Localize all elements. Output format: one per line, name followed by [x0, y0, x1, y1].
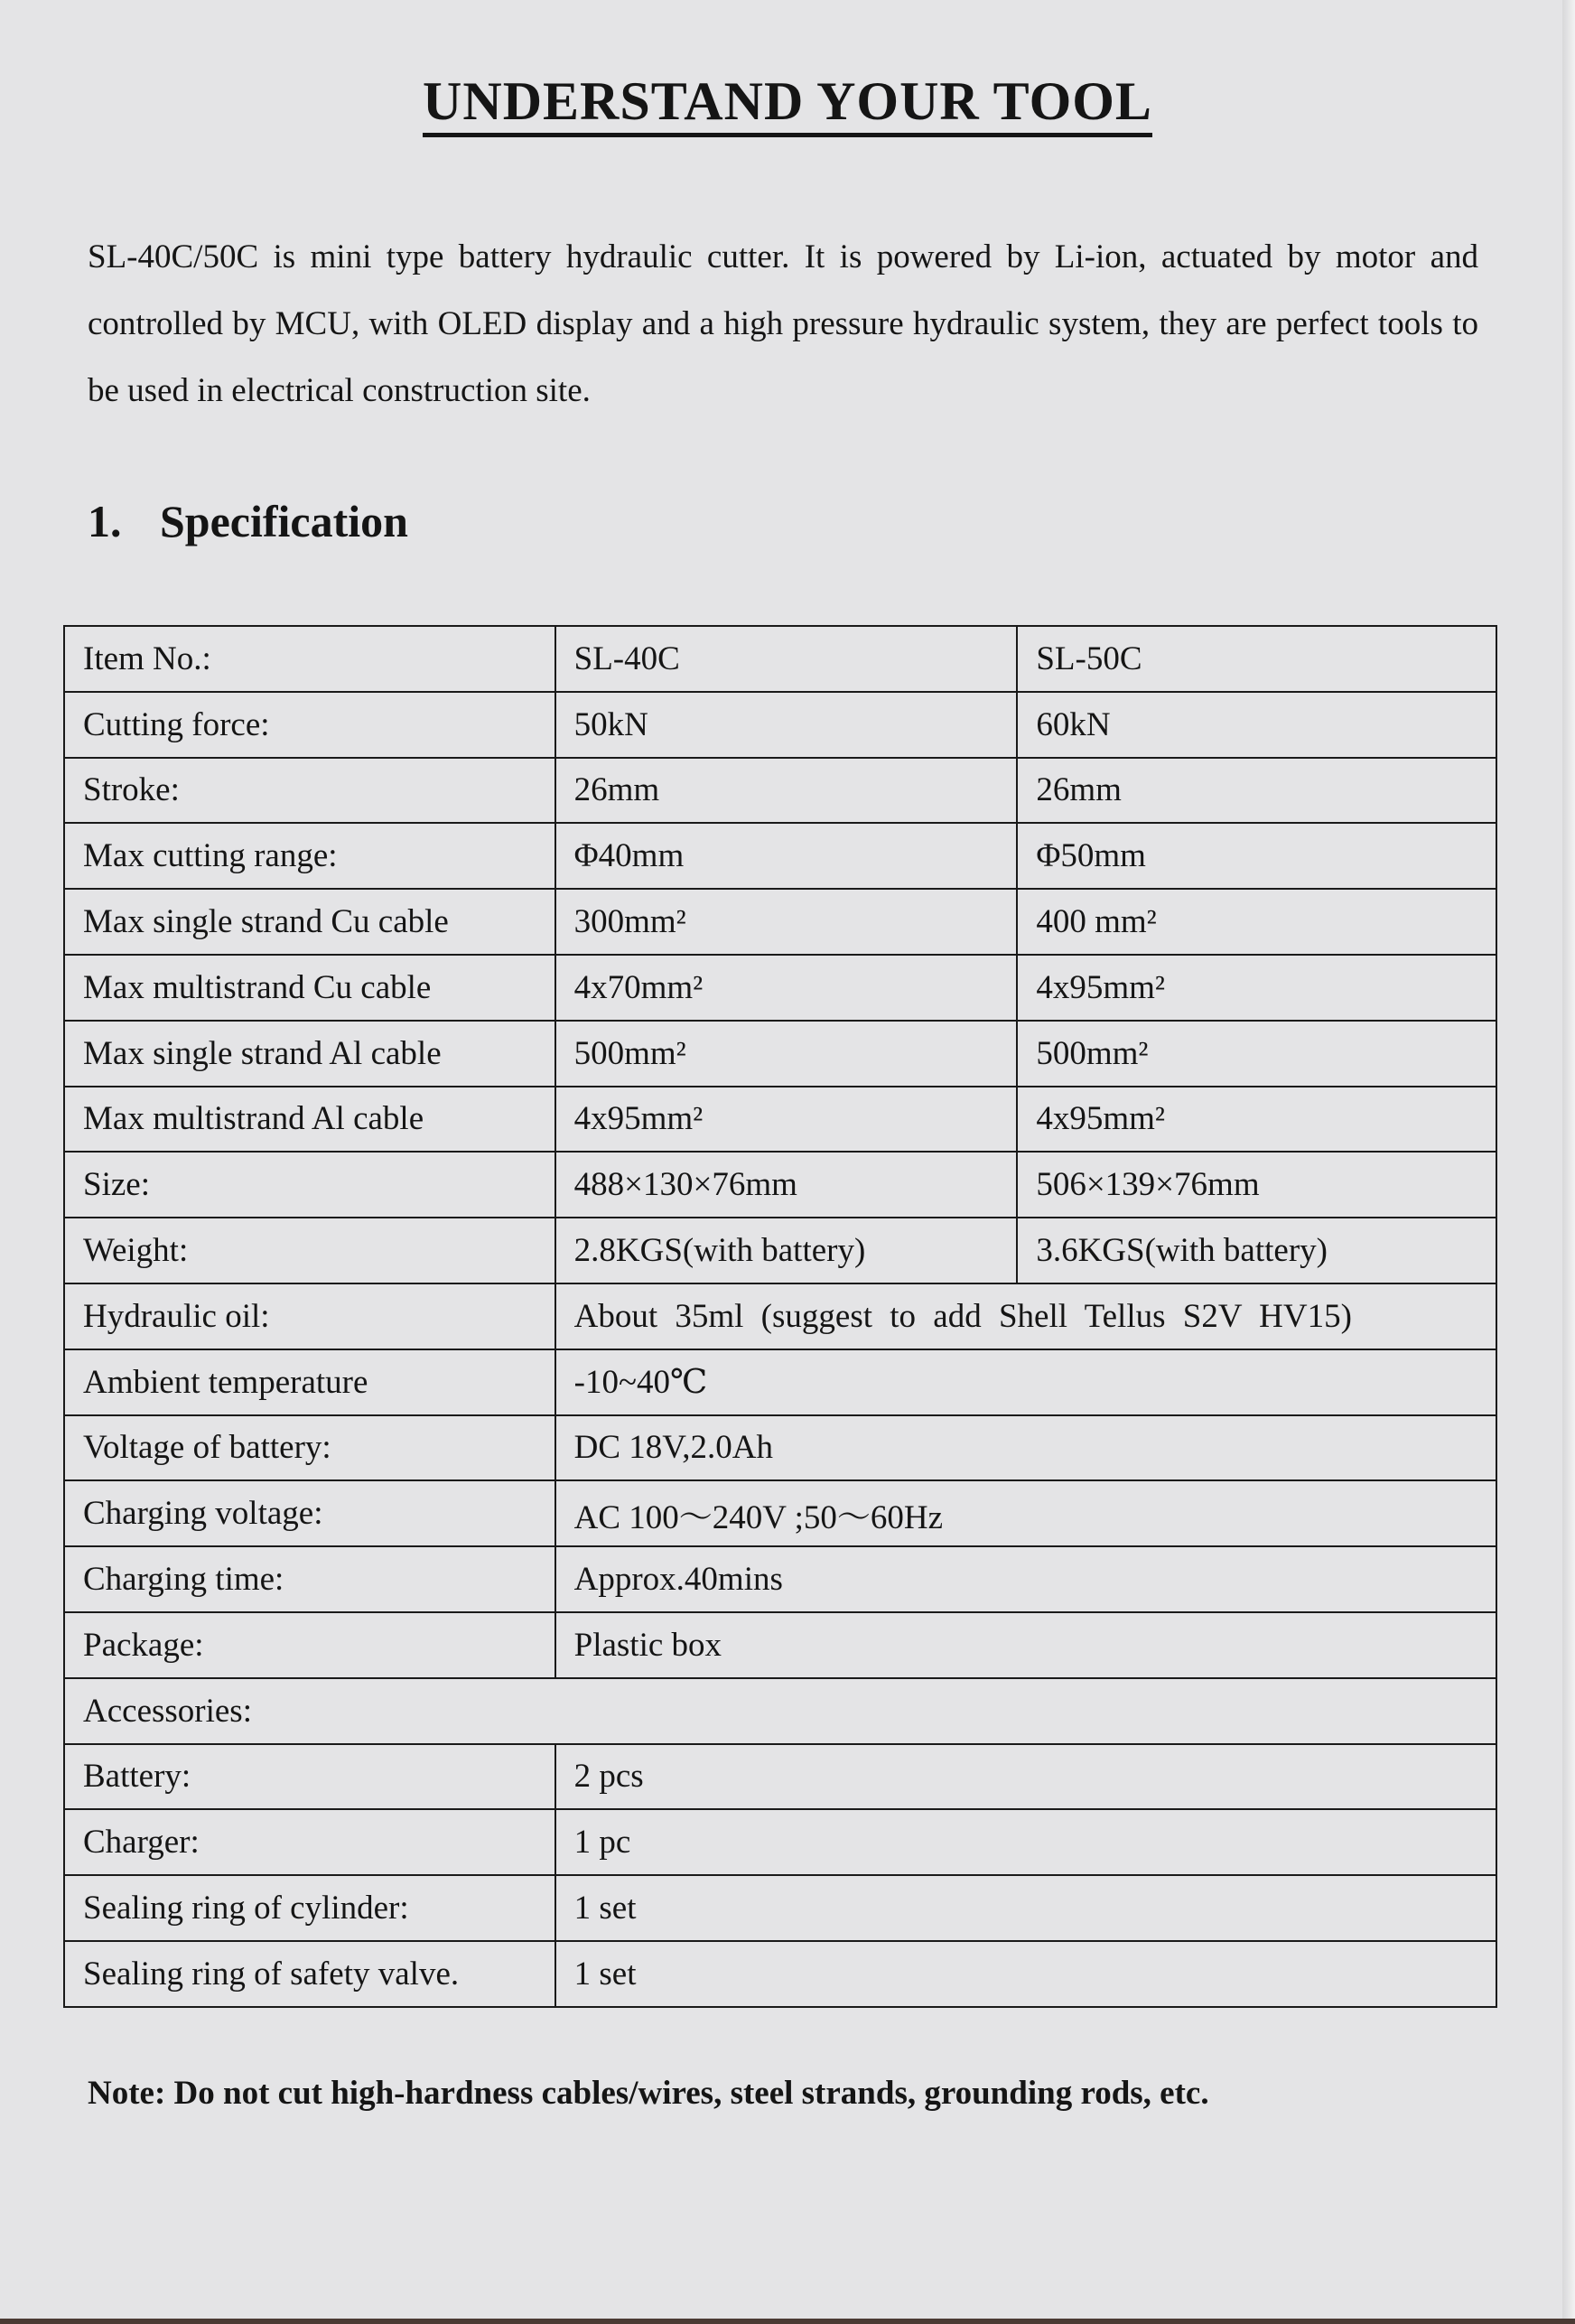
table-row	[64, 1546, 1496, 1612]
accessory-label: Sealing ring of cylinder:	[64, 1875, 555, 1941]
page-title-text: UNDERSTAND YOUR TOOL	[423, 71, 1152, 137]
spec-value-a: 4x70mm²	[555, 955, 1018, 1021]
specification-table	[63, 625, 1497, 2008]
spec-label: Cutting force:	[64, 692, 555, 758]
table-row	[64, 1152, 1496, 1218]
spec-label: Weight:	[64, 1218, 555, 1283]
accessory-value: 1 set	[555, 1941, 1496, 2007]
page-bottom-edge	[0, 2319, 1575, 2324]
spec-shared-value: DC 18V,2.0Ah	[555, 1415, 1496, 1481]
spec-label: Stroke:	[64, 758, 555, 824]
model-b-header: SL-50C	[1017, 626, 1496, 692]
table-row	[64, 1809, 1496, 1875]
table-row	[64, 1415, 1496, 1481]
spec-value-a: 2.8KGS(with battery)	[555, 1218, 1018, 1283]
spec-value-b: 506×139×76mm	[1017, 1152, 1496, 1218]
spec-value-a: Φ40mm	[555, 823, 1018, 889]
accessory-value: 1 pc	[555, 1809, 1496, 1875]
section-heading	[88, 495, 408, 547]
spec-value-a: 26mm	[555, 758, 1018, 824]
spec-value-a: 4x95mm²	[555, 1087, 1018, 1153]
section-title: Specification	[160, 496, 408, 546]
table-row	[64, 1744, 1496, 1810]
spec-value-b: 400 mm²	[1017, 889, 1496, 955]
intro-paragraph: SL-40C/50C is mini type battery hydraulic cutter. It is powered by Li-ion, actuated by motor and controlled by MCU, with OLED display and a high pressure hydraulic system, they are perfect tools to be used in electrical construction site.	[88, 238, 1478, 409]
section-number: 1.	[88, 496, 122, 546]
accessory-label: Charger:	[64, 1809, 555, 1875]
spec-value-b: 3.6KGS(with battery)	[1017, 1218, 1496, 1283]
spec-value-b: 500mm²	[1017, 1021, 1496, 1087]
spec-label: Max multistrand Cu cable	[64, 955, 555, 1021]
spec-value-b: Φ50mm	[1017, 823, 1496, 889]
accessories-heading: Accessories:	[64, 1678, 1496, 1744]
spec-shared-value: AC 100～240V ;50～60Hz	[555, 1480, 1496, 1546]
spec-value-b: 4x95mm²	[1017, 1087, 1496, 1153]
table-row	[64, 1218, 1496, 1283]
table-row	[64, 1875, 1496, 1941]
table-row	[64, 955, 1496, 1021]
table-row	[64, 1283, 1496, 1349]
accessory-value: 1 set	[555, 1875, 1496, 1941]
page-edge-shadow	[1562, 0, 1575, 2324]
table-row	[64, 692, 1496, 758]
spec-value-a: 500mm²	[555, 1021, 1018, 1087]
accessory-label: Battery:	[64, 1744, 555, 1810]
table-row	[64, 1087, 1496, 1153]
page-title	[0, 70, 1575, 133]
table-row	[64, 1941, 1496, 2007]
spec-value-b: 26mm	[1017, 758, 1496, 824]
spec-label: Max multistrand Al cable	[64, 1087, 555, 1153]
accessory-value: 2 pcs	[555, 1744, 1496, 1810]
spec-label: Max single strand Al cable	[64, 1021, 555, 1087]
spec-label: Size:	[64, 1152, 555, 1218]
spec-shared-value: Plastic box	[555, 1612, 1496, 1678]
spec-label: Max cutting range:	[64, 823, 555, 889]
table-row	[64, 1678, 1496, 1744]
spec-shared-value: -10~40℃	[555, 1349, 1496, 1415]
table-row	[64, 823, 1496, 889]
spec-label: Max single strand Cu cable	[64, 889, 555, 955]
spec-label: Item No.:	[64, 626, 555, 692]
spec-value-a: 300mm²	[555, 889, 1018, 955]
spec-label: Hydraulic oil:	[64, 1283, 555, 1349]
table-row	[64, 1021, 1496, 1087]
warning-note: Note: Do not cut high-hardness cables/wires, steel strands, grounding rods, etc.	[88, 2075, 1209, 2112]
spec-value-a: 50kN	[555, 692, 1018, 758]
spec-label: Charging time:	[64, 1546, 555, 1612]
table-row	[64, 626, 1496, 692]
spec-shared-value: Approx.40mins	[555, 1546, 1496, 1612]
table-row	[64, 1612, 1496, 1678]
table-row	[64, 889, 1496, 955]
model-a-header: SL-40C	[555, 626, 1018, 692]
spec-label: Package:	[64, 1612, 555, 1678]
accessory-label: Sealing ring of safety valve.	[64, 1941, 555, 2007]
spec-label: Voltage of battery:	[64, 1415, 555, 1481]
table-row	[64, 1349, 1496, 1415]
spec-value-b: 4x95mm²	[1017, 955, 1496, 1021]
table-row	[64, 1480, 1496, 1546]
spec-value-b: 60kN	[1017, 692, 1496, 758]
spec-label: Charging voltage:	[64, 1480, 555, 1546]
spec-shared-value: About 35ml (suggest to add Shell Tellus S2V HV15)	[555, 1283, 1496, 1349]
spec-value-a: 488×130×76mm	[555, 1152, 1018, 1218]
table-row	[64, 758, 1496, 824]
spec-label: Ambient temperature	[64, 1349, 555, 1415]
